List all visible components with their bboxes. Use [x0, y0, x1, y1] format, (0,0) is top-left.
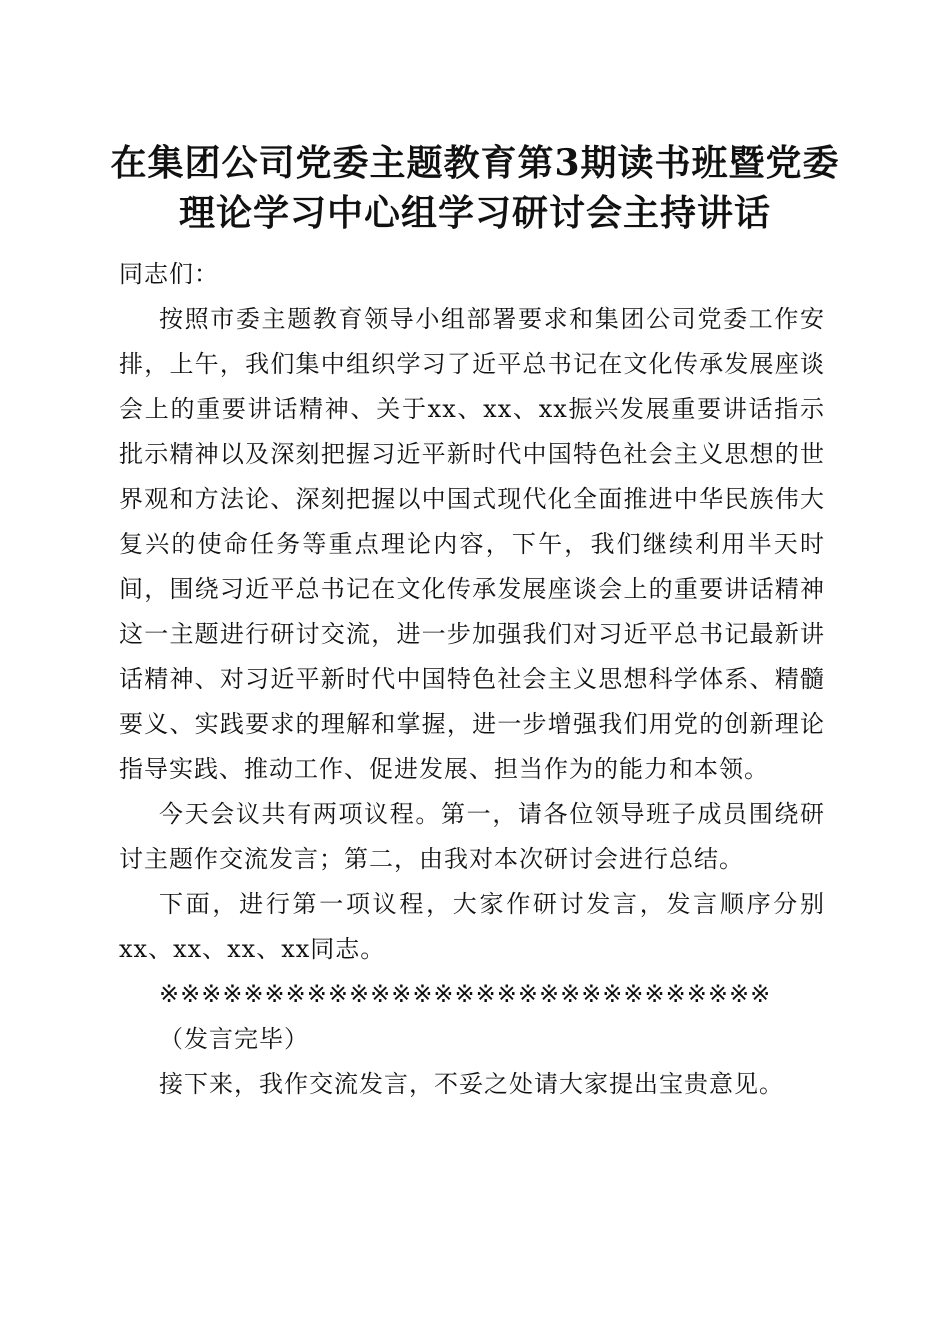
document-title: [0, 138, 950, 238]
remark-note: （发言完毕）: [159, 1025, 309, 1053]
title-line-2: 理论学习中心组学习研讨会主持讲话: [178, 192, 771, 234]
closing-paragraph: 接下来，我作交流发言，不妥之处请大家提出宝贵意见。: [159, 1070, 784, 1098]
salutation: 同志们：: [119, 260, 219, 288]
title-line-1: 在集团公司党委主题教育第3期读书班暨党委: [110, 142, 840, 184]
separator-line: ※※※※※※※※※※※※※※※※※※※※※※※※※※※※※: [159, 980, 772, 1008]
paragraph-3: 下面，进行第一项议程，大家作研讨发言，发言顺序分别xx、xx、xx、xx同志。: [119, 890, 825, 963]
paragraph-2: 今天会议共有两项议程。第一，请各位领导班子成员围绕研讨主题作交流发言；第二，由我对本次研讨会进行总结。: [119, 800, 825, 873]
paragraph-1: 按照市委主题教育领导小组部署要求和集团公司党委工作安排，上午，我们集中组织学习了近平总书记在文化传承发展座谈会上的重要讲话精神、关于xx、xx、xx振兴发展重要讲话指示批示精神以及深刻把握习近平新时代中国特色社会主义思想的世界观和方法论、深刻把握以中国式现代化全面推进中华民族伟大复兴的使命任务等重点理论内容，下午，我们继续利用半天时间，围绕习近平总书记在文化传承发展座谈会上的重要讲话精神这一主题进行研讨交流，进一步加强我们对习近平总书记最新讲话精神、对习近平新时代中国特色社会主义思想科学体系、精髓要义、实践要求的理解和掌握，进一步增强我们用党的创新理论指导实践、推动工作、促进发展、担当作为的能力和本领。: [119, 305, 825, 783]
document-body: [119, 252, 825, 1107]
